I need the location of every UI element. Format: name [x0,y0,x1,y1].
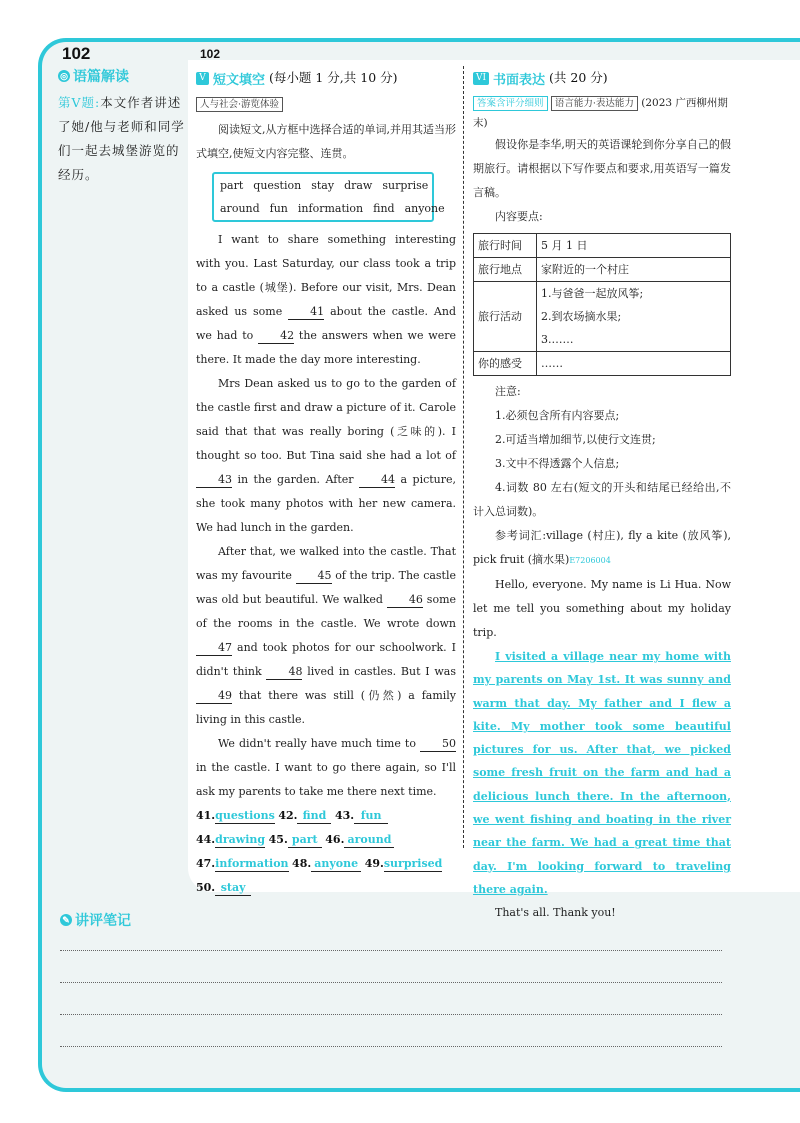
sidebar-heading: ◎ 语篇解读 [58,66,186,86]
section-score: (每小题 1 分,共 10 分) [269,70,398,85]
sidebar-text: 第V题:本文作者讲述了她/他与老师和同学们一起去城堡游览的经历。 [58,95,185,182]
section-title: 短文填空 [213,71,266,87]
blank-50[interactable]: 50 [420,737,456,752]
answer-row: 44.drawing 45. part 46. around [196,828,456,852]
answer-46: around [344,833,394,848]
answer-43: fun [354,809,388,824]
points-label: 内容要点: [495,210,543,223]
blank-45[interactable]: 45 [296,569,332,584]
note-line[interactable] [60,1014,722,1015]
blank-46[interactable]: 46 [387,593,423,608]
section-badge: V [196,72,209,85]
answer-row: 41.questions 42. find 43. fun [196,804,456,828]
note-item: 3.文中不得透露个人信息; [495,457,620,470]
note-item: 1.必须包含所有内容要点; [495,409,620,422]
passage-paragraph: After that, we walked into the castle. That was my favourite 45 of the trip. The castle was old but beautiful. We walked 46 some of the rooms in the castle. We wrote down 47 and took photos for our schoolwork. I didn't think 48 lived in castles. But I was 49 that there was still (仍然) a family living in this castle. [196,545,457,726]
theme-tag: 人与社会·游览体验 [196,97,283,112]
answer-47: information [215,857,289,870]
blank-44[interactable]: 44 [359,473,395,488]
notes-label: 注意: [495,385,521,398]
writing-prompt: 假设你是李华,明天的英语课轮到你分享自己的假期旅行。请根据以下写作要点和要求,用英语写一篇发言稿。 [473,138,731,199]
blank-43[interactable]: 43 [196,473,232,488]
answer-49: surprised [383,857,443,870]
answer-row: 47.information 48. anyone 49.surprised [196,857,443,870]
answer-41: questions [215,809,275,822]
essay-closing: That's all. Thank you! [495,906,616,920]
blank-41[interactable]: 41 [288,305,324,320]
model-essay: I visited a village near my home with my parents on May 1st. It was sunny and warm that day. My father and I flew a kite. My mother took some beautiful pictures for us. After that, we picked some fresh fruit on the farm and had a delicious lunch there. In the afternoon, we went fishing and boating in the river near the farm. We had a great time that day. I'm looking forward to traveling there again. [473,650,731,896]
note-item: 4.词数 80 左右(短文的开头和结尾已经给出,不计入总词数)。 [473,481,731,518]
blank-42[interactable]: 42 [258,329,294,344]
answer-50: stay [215,881,251,896]
column-divider [463,66,464,848]
instruction: 阅读短文,从方框中选择合适的单词,并用其适当形式填空,使短文内容完整、连贯。 [196,123,456,160]
section-title: 书面表达 [493,71,546,87]
blank-48[interactable]: 48 [266,665,302,680]
notes-icon: ✎ [60,914,72,926]
note-line[interactable] [60,982,722,983]
section-6-header [473,66,731,90]
section-score: (共 20 分) [549,70,608,85]
section-5-header [196,66,456,90]
source: (2023 广西柳州期末) [473,97,728,129]
note-item: 2.可适当增加细节,以使行文连贯; [495,433,656,446]
cloze-section [196,66,456,900]
passage-paragraph: Mrs Dean asked us to go to the garden of the castle first and draw a picture of it. Carole said that that was really boring (乏味的). I thought so too. But Tina said she had a lot of 43 in the garden. After 44 a picture, she took many photos with her new camera. We had lunch in the garden. [196,377,457,534]
note-line[interactable] [60,1046,722,1047]
answer-44: drawing [215,833,266,846]
info-table: 旅行时间 5 月 1 日 旅行地点 家附近的一个村庄 旅行活动 1.与爸爸一起放风筝; 2.到农场摘水果; 3.…… 你的感受 …… [473,233,731,376]
question-code: E7206004 [569,556,611,565]
passage-paragraph: I want to share something interesting with you. Last Saturday, our class took a trip to a castle (城堡). Before our visit, Mrs. Dean asked us some 41 about the castle. And we had to 42 the answers when we were there. It made the day more interesting. [196,233,456,366]
section-tags [473,93,731,133]
writing-section [473,66,731,925]
answer-45: part [288,833,322,848]
answer-48: anyone [311,857,361,872]
reading-icon: ◎ [58,70,70,82]
essay-opening: Hello, everyone. My name is Li Hua. Now let me tell you something about my holiday trip. [473,578,731,639]
note-line[interactable] [60,950,722,951]
section-badge: VI [473,72,489,85]
sidebar-reading-guide [58,66,186,187]
notes-heading: ✎ 讲评笔记 [60,910,131,930]
word-box: part question stay draw surprise around fun information find anyone [212,172,434,222]
answer-42: find [297,809,331,824]
blank-49[interactable]: 49 [196,689,232,704]
answer-row: 50. stay [196,876,456,900]
skill-tag: 语言能力·表达能力 [551,96,638,111]
vocab-hint: 参考词汇:village (村庄), fly a kite (放风筝), pick fruit (摘水果)E7206004 [473,529,731,566]
page-number-small: 102 [200,47,221,61]
blank-47[interactable]: 47 [196,641,232,656]
page-number: 102 [62,44,91,63]
passage-paragraph: We didn't really have much time to 50 in the castle. I want to go there again, so I'll ask my parents to take me there next time. [196,737,456,798]
rubric-tag: 答案含评分细则 [473,96,548,111]
